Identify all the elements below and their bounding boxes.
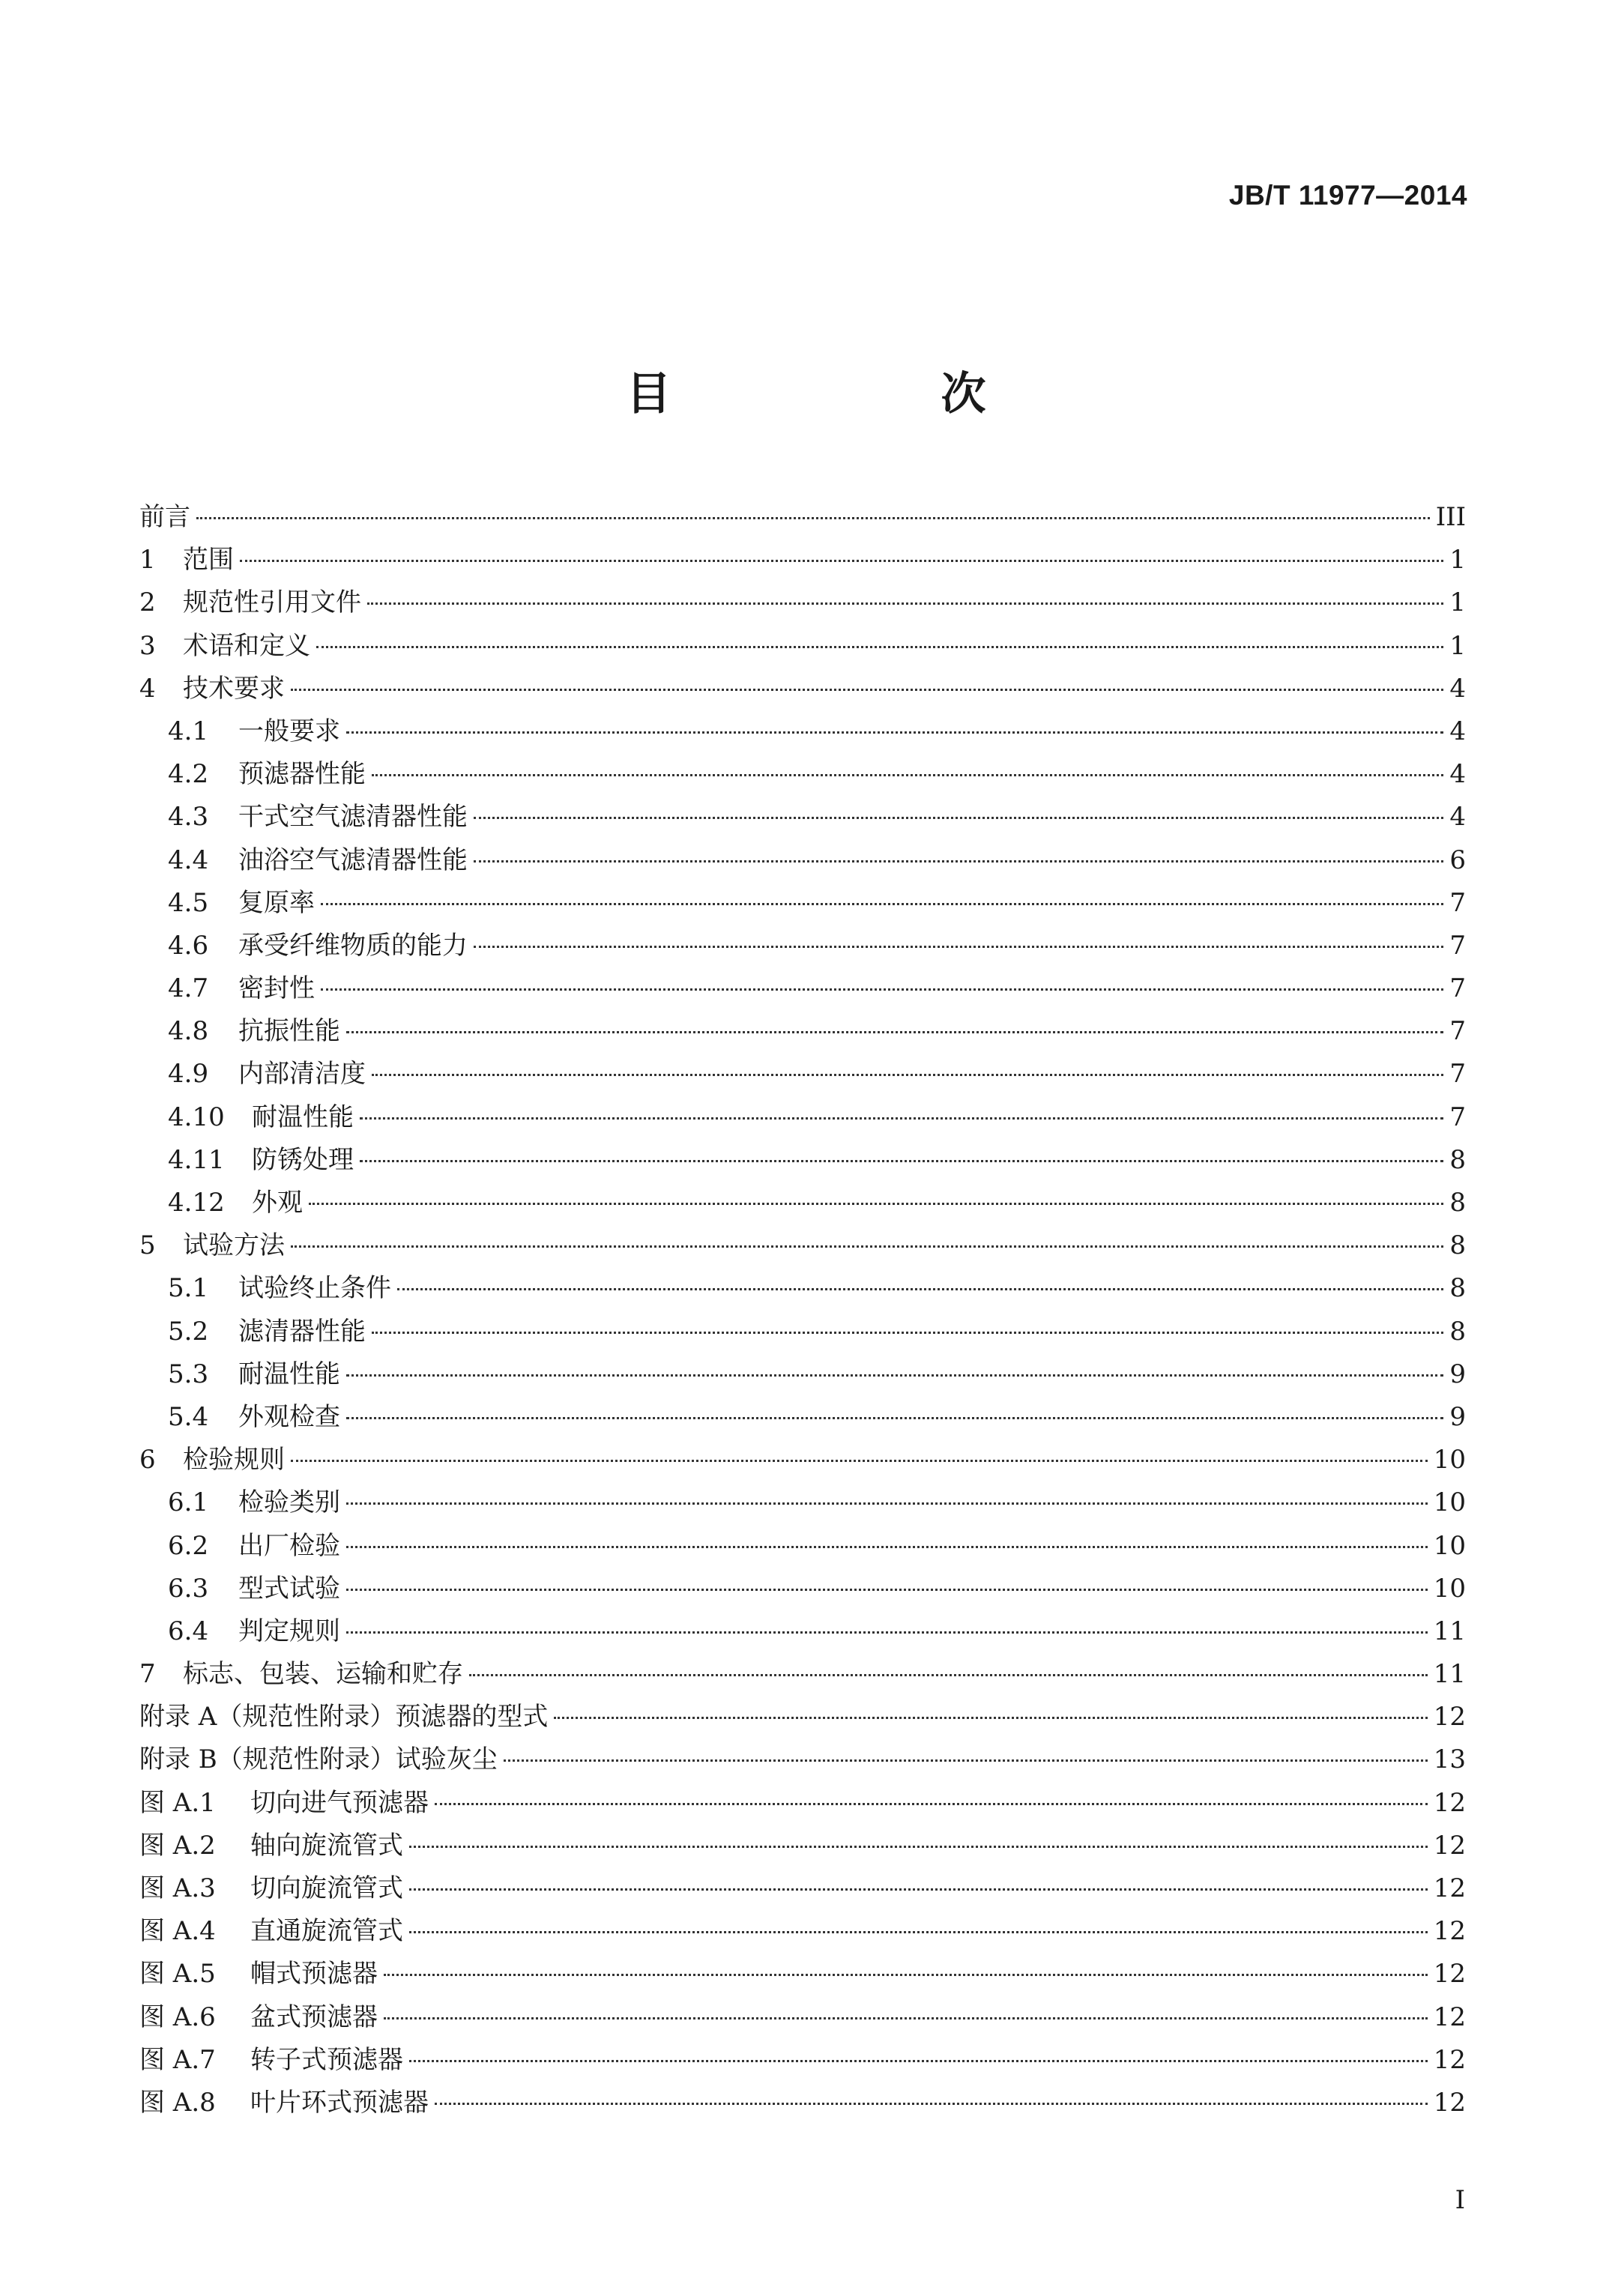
toc-entry: [139, 1867, 1466, 1910]
dot-leader: [409, 1888, 1428, 1891]
toc-entry-label: 盆式预滤器: [250, 2002, 378, 2032]
toc-entry-page: 10: [1433, 1487, 1466, 1518]
toc-entry: [139, 1653, 1466, 1696]
dot-leader: [384, 2017, 1428, 2019]
toc-entry-number: 5.2: [168, 1316, 209, 1347]
toc-entry-page: 8: [1449, 1144, 1466, 1175]
toc-entry: [139, 1525, 1466, 1568]
toc-entry-label: 转子式预滤器: [250, 2044, 403, 2075]
toc-entry-page: 11: [1433, 1616, 1466, 1646]
toc-entry-number: 6.3: [168, 1573, 209, 1604]
dot-leader: [291, 1460, 1428, 1462]
toc-entry: [139, 1224, 1466, 1267]
toc-entry-number: 图 A.4: [139, 1916, 216, 1947]
toc-entry-label: 范围: [183, 545, 234, 575]
toc-entry: [139, 1910, 1466, 1953]
toc-entry: [139, 1353, 1466, 1396]
dot-leader: [554, 1717, 1427, 1719]
toc-entry-label: 标志、包装、运输和贮存: [183, 1659, 463, 1690]
toc-entry-page: 12: [1433, 1787, 1466, 1818]
toc-entry: [139, 1139, 1466, 1182]
toc-entry-number: 4.1: [168, 716, 209, 746]
dot-leader: [360, 1160, 1443, 1162]
toc-entry: [139, 882, 1466, 925]
dot-leader: [409, 2060, 1428, 2062]
toc-entry-label: 试验终止条件: [238, 1273, 391, 1304]
toc-entry-number: 4.2: [168, 759, 209, 790]
toc-entry-label: 外观检查: [238, 1401, 340, 1432]
toc-entry-label: 附录 A（规范性附录）预滤器的型式: [139, 1702, 549, 1732]
toc-entry-label: 判定规则: [238, 1616, 340, 1646]
page-title: 目 次: [626, 368, 1099, 420]
toc-entry-page: 12: [1433, 2002, 1466, 2032]
toc-entry-page: 7: [1449, 1059, 1466, 1090]
toc-entry-page: 12: [1433, 1702, 1466, 1732]
dot-leader: [321, 903, 1443, 905]
toc-entry-number: 图 A.2: [139, 1830, 216, 1861]
toc-entry-number: 5.1: [168, 1273, 209, 1304]
toc-entry: [139, 2082, 1466, 2124]
toc-entry-page: 12: [1433, 2087, 1466, 2118]
toc-entry-page: 1: [1449, 545, 1466, 575]
toc-entry-label: 规范性引用文件: [183, 587, 361, 618]
toc-entry-number: 4.8: [168, 1016, 209, 1047]
toc-entry: [139, 1267, 1466, 1310]
toc-entry-page: 8: [1449, 1188, 1466, 1218]
dot-leader: [469, 1674, 1428, 1676]
dot-leader: [346, 1502, 1428, 1505]
toc-entry: [139, 1738, 1466, 1781]
toc-entry: [139, 1010, 1466, 1053]
toc-entry-label: 耐温性能: [252, 1102, 354, 1132]
toc-entry-number: 图 A.1: [139, 1787, 216, 1818]
toc-entry-label: 叶片环式预滤器: [250, 2087, 429, 2118]
toc-entry-label: 型式试验: [238, 1573, 340, 1604]
dot-leader: [346, 1031, 1443, 1033]
toc-entry: [139, 1182, 1466, 1224]
toc-entry-label: 检验类别: [238, 1487, 340, 1518]
toc-entry-page: 7: [1449, 973, 1466, 1004]
toc-entry-page: 7: [1449, 1102, 1466, 1132]
toc-entry-number: 3: [139, 630, 156, 661]
toc-entry: [139, 2039, 1466, 2082]
toc-entry-number: 4: [139, 673, 156, 704]
toc-entry: [139, 710, 1466, 753]
toc-entry-label: 轴向旋流管式: [250, 1830, 403, 1861]
toc-entry-page: 1: [1449, 630, 1466, 661]
dot-leader: [435, 1803, 1428, 1805]
toc-entry-page: 11: [1433, 1659, 1466, 1690]
toc-entry-label: 技术要求: [183, 673, 285, 704]
dot-leader: [196, 517, 1430, 519]
toc-entry-page: 4: [1449, 716, 1466, 746]
dot-leader: [435, 2103, 1428, 2105]
toc-entry-page: 10: [1433, 1445, 1466, 1475]
toc-entry-number: 7: [139, 1659, 156, 1690]
toc-entry: [139, 539, 1466, 581]
toc-entry-number: 图 A.7: [139, 2044, 216, 2075]
toc-entry-label: 油浴空气滤清器性能: [238, 845, 468, 875]
toc-entry-label: 直通旋流管式: [250, 1916, 403, 1947]
toc-entry-number: 6.2: [168, 1530, 209, 1561]
table-of-contents: [139, 496, 1466, 2124]
toc-entry: [139, 796, 1466, 839]
toc-entry-number: 图 A.3: [139, 1873, 216, 1903]
toc-entry-label: 帽式预滤器: [250, 1959, 378, 1990]
dot-leader: [474, 817, 1443, 819]
toc-entry-label: 干式空气滤清器性能: [238, 802, 468, 833]
toc-entry: [139, 1096, 1466, 1139]
page-folio: I: [1455, 2185, 1465, 2215]
toc-entry-number: 4.11: [168, 1144, 225, 1175]
toc-entry-label: 滤清器性能: [238, 1316, 366, 1347]
toc-entry-page: 13: [1433, 1744, 1466, 1775]
toc-entry: [139, 753, 1466, 796]
dot-leader: [409, 1931, 1428, 1933]
toc-entry-page: 1: [1449, 587, 1466, 618]
toc-entry-label: 耐温性能: [238, 1359, 340, 1389]
toc-entry: [139, 967, 1466, 1010]
toc-entry-page: III: [1435, 502, 1466, 532]
toc-entry: [139, 1996, 1466, 2039]
toc-entry-label: 一般要求: [238, 716, 340, 746]
toc-entry-number: 4.10: [168, 1102, 225, 1132]
toc-entry-label: 试验方法: [183, 1230, 285, 1261]
toc-entry-label: 密封性: [238, 973, 315, 1004]
dot-leader: [346, 1631, 1428, 1634]
toc-entry-number: 6.4: [168, 1616, 209, 1646]
dot-leader: [346, 1589, 1428, 1591]
toc-entry-number: 5.3: [168, 1359, 209, 1389]
toc-entry-page: 8: [1449, 1316, 1466, 1347]
toc-entry: [139, 625, 1466, 668]
toc-entry-page: 12: [1433, 2044, 1466, 2075]
toc-entry: [139, 1311, 1466, 1353]
toc-entry-page: 7: [1449, 1016, 1466, 1047]
toc-entry-label: 切向进气预滤器: [250, 1787, 429, 1818]
toc-entry: [139, 1696, 1466, 1738]
toc-entry-label: 承受纤维物质的能力: [238, 930, 468, 961]
toc-entry: [139, 1953, 1466, 1996]
toc-entry-page: 6: [1449, 845, 1466, 875]
toc-entry-label: 术语和定义: [183, 630, 310, 661]
dot-leader: [372, 774, 1443, 776]
toc-entry: [139, 496, 1466, 539]
dot-leader: [504, 1759, 1428, 1762]
toc-entry-number: 6: [139, 1445, 156, 1475]
dot-leader: [346, 1546, 1428, 1548]
toc-entry-page: 4: [1449, 759, 1466, 790]
toc-entry: [139, 1782, 1466, 1825]
toc-entry-number: 6.1: [168, 1487, 209, 1518]
toc-entry: [139, 1439, 1466, 1481]
dot-leader: [309, 1203, 1443, 1205]
toc-entry-number: 4.9: [168, 1059, 209, 1090]
toc-entry: [139, 668, 1466, 710]
toc-entry: [139, 839, 1466, 882]
toc-entry-number: 4.12: [168, 1188, 225, 1218]
toc-entry-label: 防锈处理: [252, 1144, 354, 1175]
dot-leader: [346, 731, 1443, 734]
toc-entry-page: 7: [1449, 887, 1466, 918]
toc-entry-page: 9: [1449, 1359, 1466, 1389]
toc-entry-number: 4.4: [168, 845, 209, 875]
toc-entry-page: 4: [1449, 673, 1466, 704]
toc-entry-label: 前言: [139, 502, 190, 532]
toc-entry: [139, 1568, 1466, 1610]
toc-entry: [139, 1481, 1466, 1524]
dot-leader: [346, 1417, 1443, 1419]
toc-entry-label: 复原率: [238, 887, 315, 918]
toc-entry-number: 2: [139, 587, 156, 618]
toc-entry-label: 附录 B（规范性附录）试验灰尘: [139, 1744, 498, 1775]
dot-leader: [367, 602, 1443, 605]
toc-entry-label: 检验规则: [183, 1445, 285, 1475]
toc-entry-page: 12: [1433, 1916, 1466, 1947]
dot-leader: [474, 946, 1443, 948]
toc-entry-number: 图 A.8: [139, 2087, 216, 2118]
dot-leader: [384, 1974, 1428, 1976]
toc-entry-page: 10: [1433, 1573, 1466, 1604]
toc-entry-number: 4.5: [168, 887, 209, 918]
toc-entry: [139, 581, 1466, 624]
toc-entry-number: 4.7: [168, 973, 209, 1004]
toc-entry-number: 4.3: [168, 802, 209, 833]
toc-entry-label: 预滤器性能: [238, 759, 366, 790]
toc-entry-page: 8: [1449, 1273, 1466, 1304]
toc-entry: [139, 925, 1466, 967]
toc-entry-page: 12: [1433, 1830, 1466, 1861]
toc-entry: [139, 1053, 1466, 1096]
toc-entry-label: 抗振性能: [238, 1016, 340, 1047]
toc-entry-label: 切向旋流管式: [250, 1873, 403, 1903]
toc-entry-page: 7: [1449, 930, 1466, 961]
standard-number: JB/T 11977—2014: [1228, 180, 1467, 211]
dot-leader: [321, 988, 1443, 991]
toc-entry-page: 12: [1433, 1959, 1466, 1990]
toc-entry-page: 9: [1449, 1401, 1466, 1432]
dot-leader: [240, 560, 1443, 562]
toc-entry-label: 内部清洁度: [238, 1059, 366, 1090]
dot-leader: [316, 646, 1443, 648]
dot-leader: [372, 1074, 1443, 1076]
toc-entry: [139, 1396, 1466, 1439]
toc-entry: [139, 1610, 1466, 1653]
toc-entry-number: 5.4: [168, 1401, 209, 1432]
toc-entry-number: 1: [139, 545, 156, 575]
dot-leader: [346, 1374, 1443, 1377]
dot-leader: [291, 689, 1443, 691]
toc-entry-page: 8: [1449, 1230, 1466, 1261]
toc-entry-page: 10: [1433, 1530, 1466, 1561]
toc-entry-number: 图 A.5: [139, 1959, 216, 1990]
toc-entry-label: 出厂检验: [238, 1530, 340, 1561]
toc-entry-number: 图 A.6: [139, 2002, 216, 2032]
dot-leader: [372, 1332, 1443, 1334]
toc-entry-label: 外观: [252, 1188, 303, 1218]
toc-entry: [139, 1825, 1466, 1867]
dot-leader: [409, 1846, 1428, 1848]
toc-entry-page: 4: [1449, 802, 1466, 833]
dot-leader: [474, 860, 1443, 862]
dot-leader: [360, 1117, 1443, 1120]
toc-entry-number: 4.6: [168, 930, 209, 961]
dot-leader: [291, 1245, 1443, 1248]
toc-entry-number: 5: [139, 1230, 156, 1261]
toc-entry-page: 12: [1433, 1873, 1466, 1903]
dot-leader: [397, 1288, 1443, 1290]
